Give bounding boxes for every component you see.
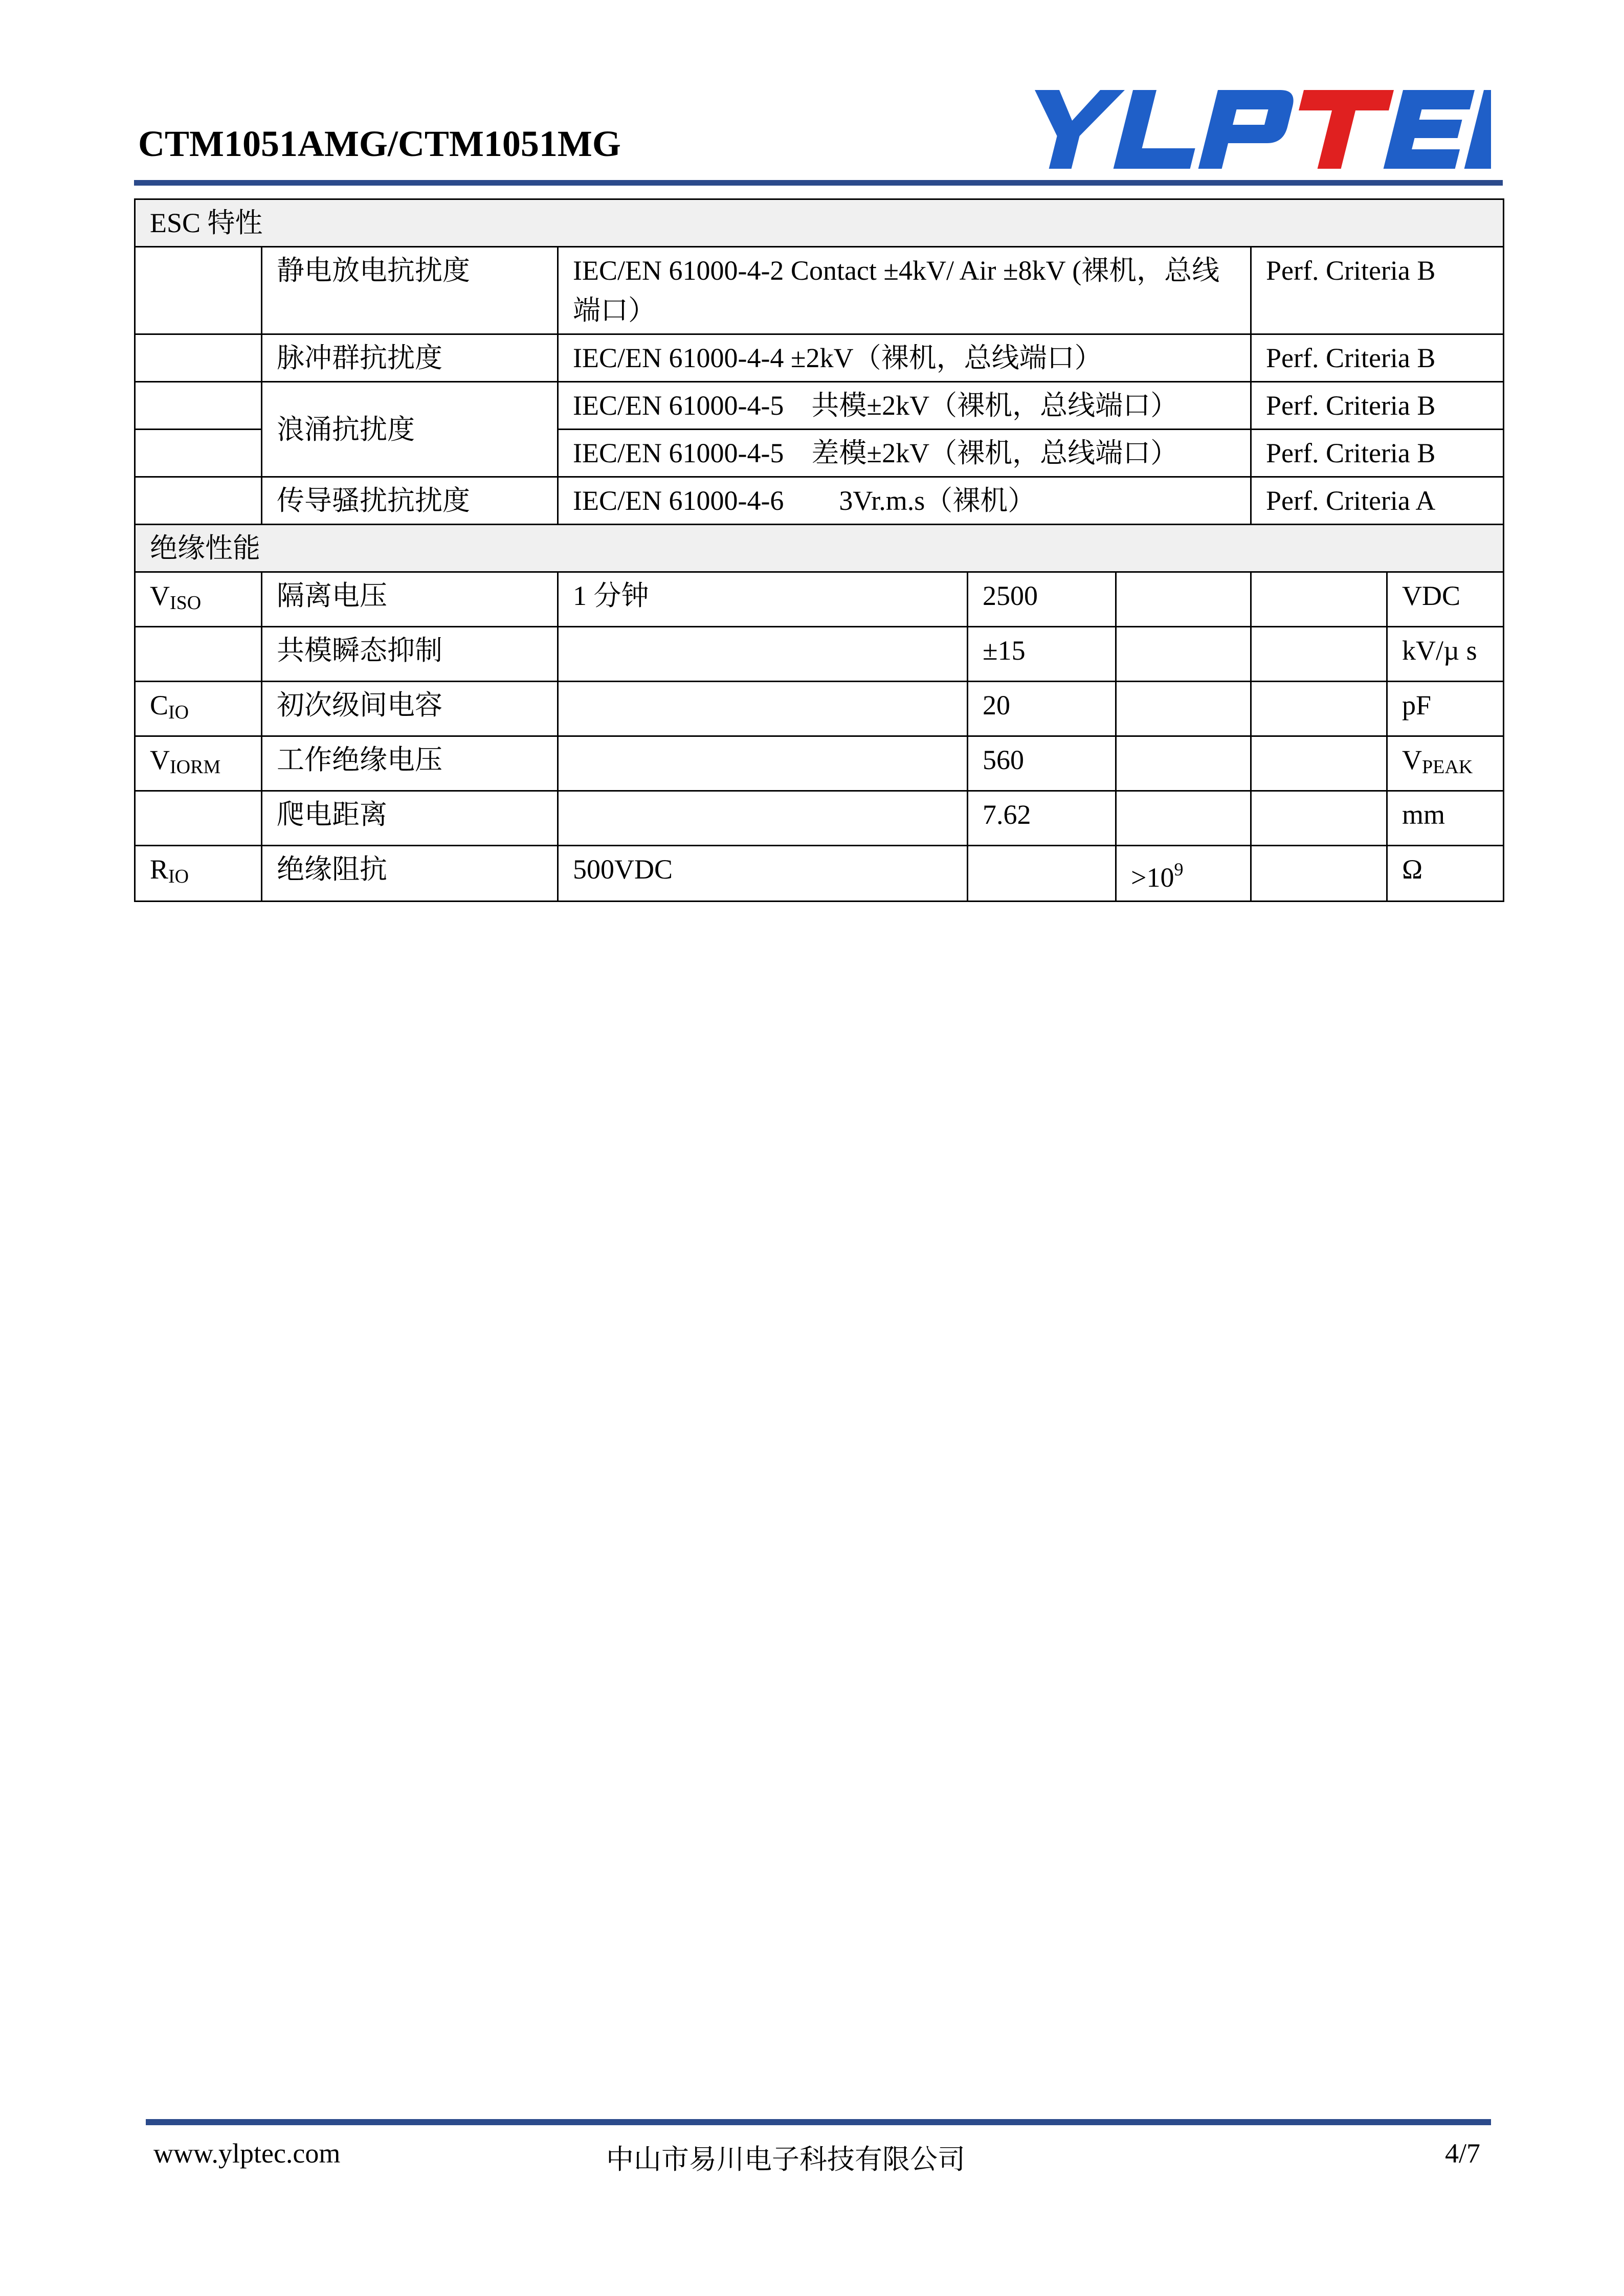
unit-cell [1387, 682, 1504, 736]
unit-cell [1387, 736, 1504, 791]
unit-main: VDC [1402, 580, 1461, 611]
symbol-main: V [150, 745, 170, 775]
footer-company-name: 中山市易川电子科技有限公司 [606, 2144, 965, 2175]
max-cell [1251, 572, 1387, 627]
esc-row [135, 477, 1504, 525]
symbol-subscript: ISO [170, 592, 202, 614]
symbol-subscript: IORM [170, 756, 221, 778]
esc-section-title: ESC 特性 [135, 199, 1504, 247]
typ-cell [1116, 627, 1251, 682]
typ-cell [1116, 572, 1251, 627]
esc-criteria-cell: Perf. Criteria B [1251, 247, 1504, 334]
unit-subscript: PEAK [1422, 756, 1473, 778]
symbol-main: C [150, 690, 169, 721]
condition-cell: 1 分钟 [558, 572, 968, 627]
min-cell: ±15 [968, 627, 1116, 682]
insulation-section-row [135, 525, 1504, 572]
param-name-cell: 共模瞬态抑制 [262, 627, 558, 682]
unit-main: kV/µ s [1402, 635, 1477, 666]
esc-symbol-cell [135, 477, 262, 525]
min-cell: 20 [968, 682, 1116, 736]
symbol-cell [135, 791, 262, 846]
unit-cell [1387, 846, 1504, 902]
ylptec-logo [1015, 86, 1491, 173]
condition-cell [558, 627, 968, 682]
insulation-row [135, 846, 1504, 902]
typ-cell [1116, 736, 1251, 791]
esc-name-cell: 静电放电抗扰度 [262, 247, 558, 334]
footer-page-number: 4/7 [1445, 2138, 1481, 2169]
symbol-subscript: IO [168, 866, 189, 887]
esc-name-cell: 浪涌抗扰度 [262, 382, 558, 477]
symbol-main: R [150, 854, 169, 885]
typ-cell [1116, 791, 1251, 846]
insulation-row [135, 627, 1504, 682]
unit-cell [1387, 627, 1504, 682]
unit-main: V [1402, 745, 1422, 775]
condition-cell: 500VDC [558, 846, 968, 902]
symbol-subscript: IO [168, 702, 189, 723]
max-cell [1251, 736, 1387, 791]
esc-standard-cell: IEC/EN 61000-4-6 3Vr.m.s（裸机） [558, 477, 1251, 525]
typ-value: >10 [1131, 862, 1174, 893]
param-name-cell: 初次级间电容 [262, 682, 558, 736]
param-name-cell: 绝缘阻抗 [262, 846, 558, 902]
max-cell [1251, 791, 1387, 846]
esc-name-cell: 脉冲群抗扰度 [262, 334, 558, 382]
esc-criteria-cell: Perf. Criteria A [1251, 477, 1504, 525]
document-title: CTM1051AMG/CTM1051MG [138, 123, 621, 164]
unit-cell [1387, 572, 1504, 627]
footer-website-link[interactable]: www.ylptec.com [153, 2138, 341, 2169]
condition-cell [558, 791, 968, 846]
esc-symbol-cell [135, 382, 262, 430]
max-cell [1251, 627, 1387, 682]
unit-main: pF [1402, 690, 1432, 721]
typ-cell [1116, 846, 1251, 902]
max-cell [1251, 682, 1387, 736]
insulation-row [135, 736, 1504, 791]
esc-row [135, 382, 1504, 430]
min-cell: 2500 [968, 572, 1116, 627]
esc-standard-cell: IEC/EN 61000-4-5 差模±2kV（裸机，总线端口） [558, 430, 1251, 477]
min-cell [968, 846, 1116, 902]
param-name-cell: 隔离电压 [262, 572, 558, 627]
esc-criteria-cell: Perf. Criteria B [1251, 382, 1504, 430]
esc-name-cell: 传导骚扰抗扰度 [262, 477, 558, 525]
typ-superscript: 9 [1174, 859, 1184, 880]
unit-main: mm [1402, 799, 1445, 830]
esc-criteria-cell: Perf. Criteria B [1251, 334, 1504, 382]
esc-symbol-cell [135, 334, 262, 382]
esc-criteria-cell: Perf. Criteria B [1251, 430, 1504, 477]
esc-symbol-cell [135, 430, 262, 477]
symbol-cell [135, 736, 262, 791]
symbol-cell [135, 627, 262, 682]
spec-table [134, 198, 1504, 902]
param-name-cell: 工作绝缘电压 [262, 736, 558, 791]
footer-rule [146, 2119, 1491, 2125]
insulation-row [135, 572, 1504, 627]
esc-row [135, 334, 1504, 382]
unit-cell [1387, 791, 1504, 846]
symbol-cell [135, 682, 262, 736]
condition-cell [558, 682, 968, 736]
esc-section-row [135, 199, 1504, 247]
insulation-row [135, 791, 1504, 846]
esc-symbol-cell [135, 247, 262, 334]
param-name-cell: 爬电距离 [262, 791, 558, 846]
symbol-main: V [150, 580, 170, 611]
condition-cell [558, 736, 968, 791]
typ-cell [1116, 682, 1251, 736]
esc-row [135, 247, 1504, 334]
unit-main: Ω [1402, 854, 1423, 885]
symbol-cell [135, 572, 262, 627]
symbol-cell [135, 846, 262, 902]
insulation-row [135, 682, 1504, 736]
esc-standard-cell: IEC/EN 61000-4-4 ±2kV（裸机，总线端口） [558, 334, 1251, 382]
insulation-section-title: 绝缘性能 [135, 525, 1504, 572]
header-rule [134, 180, 1503, 186]
max-cell [1251, 846, 1387, 902]
min-cell: 560 [968, 736, 1116, 791]
esc-standard-cell: IEC/EN 61000-4-5 共模±2kV（裸机，总线端口） [558, 382, 1251, 430]
esc-standard-cell: IEC/EN 61000-4-2 Contact ±4kV/ Air ±8kV (裸机，总线端口） [558, 247, 1251, 334]
min-cell: 7.62 [968, 791, 1116, 846]
